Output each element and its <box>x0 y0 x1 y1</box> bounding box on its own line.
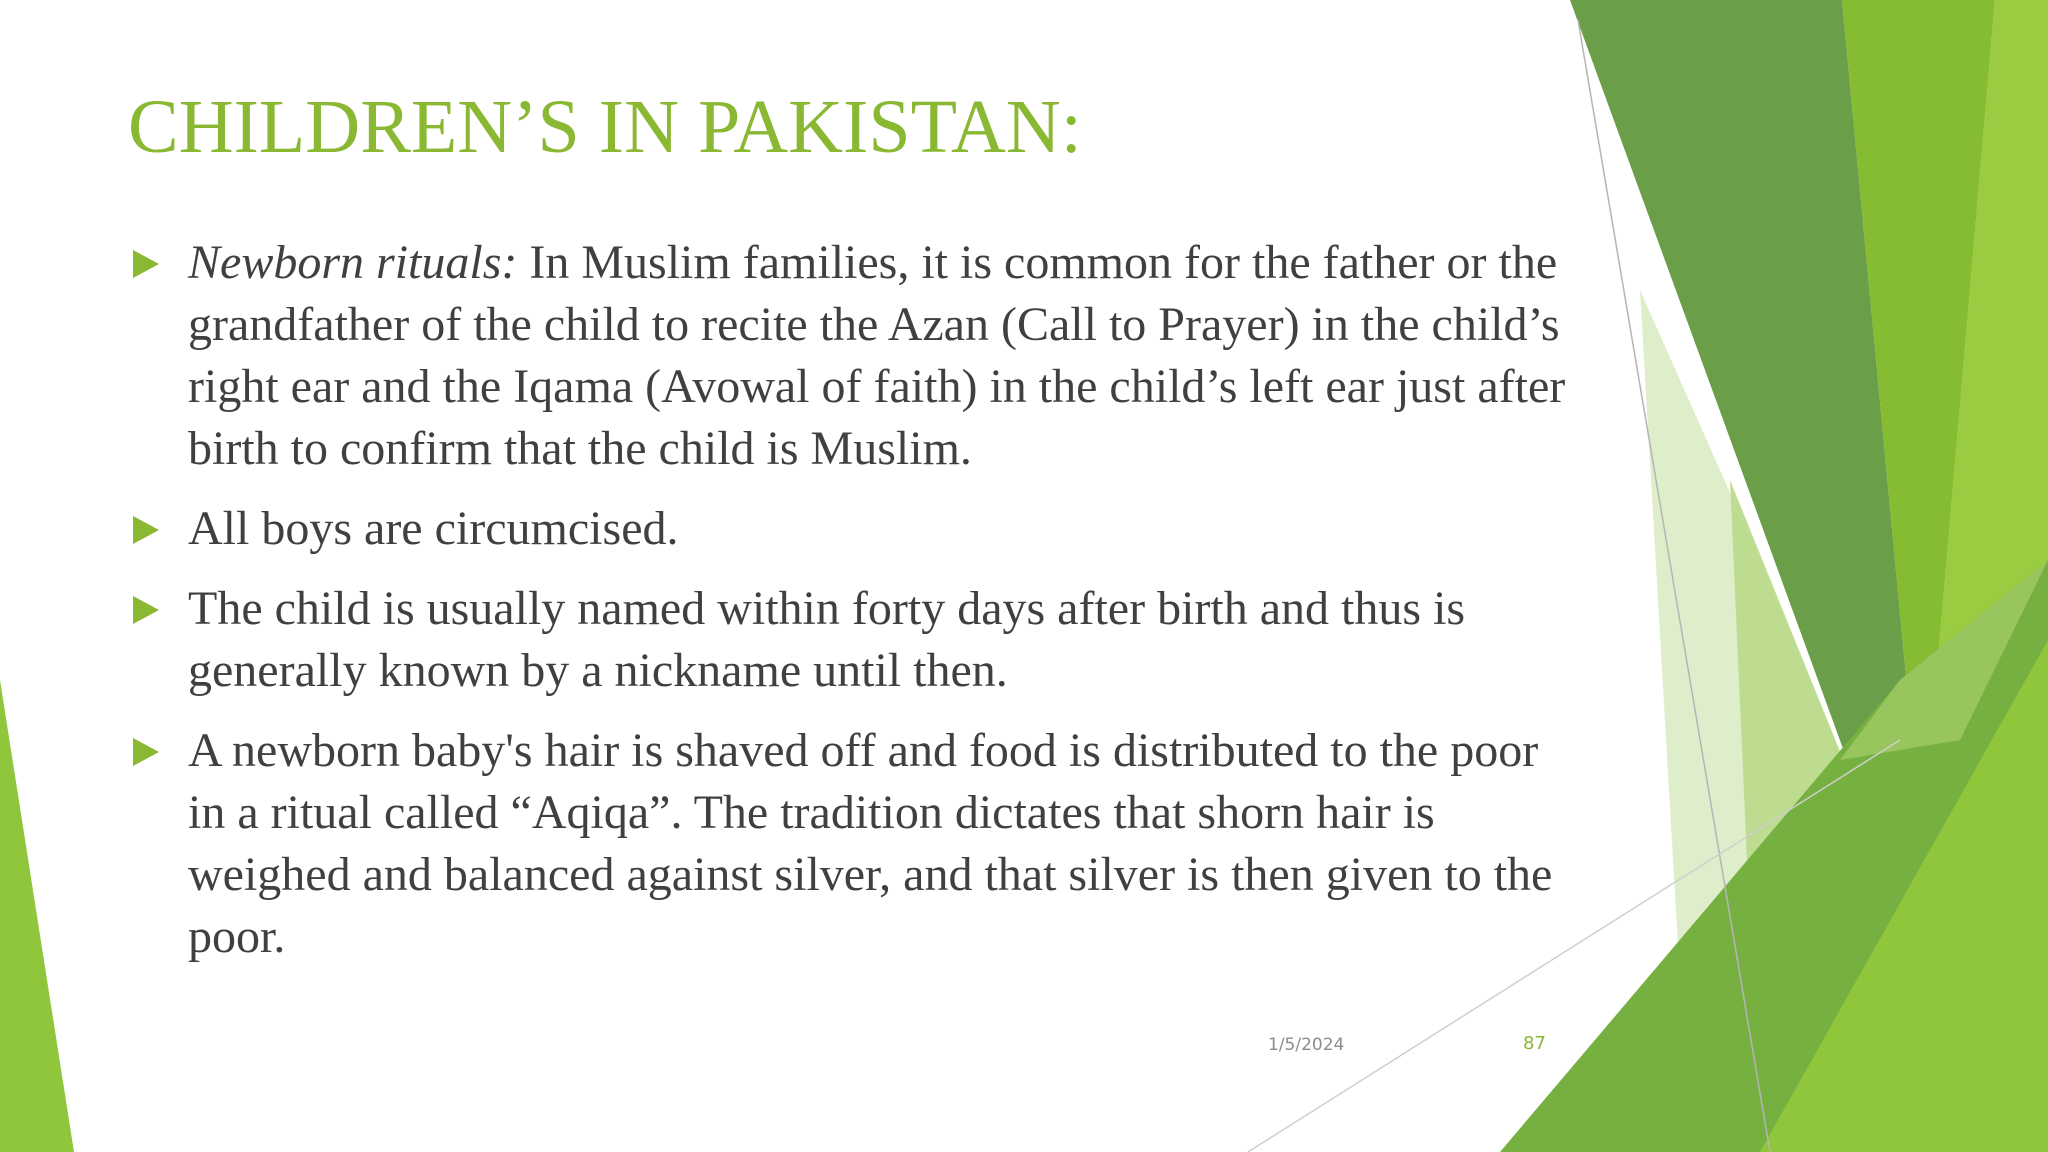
bullet-text: The child is usually named within forty days after birth and thus is generally known by a nickname until then. <box>188 582 1466 697</box>
left-green-facet <box>0 680 74 1152</box>
slide-date: 1/5/2024 <box>1268 1035 1345 1055</box>
bullet-item-newborn-rituals <box>133 232 1573 480</box>
triangle-right-icon <box>133 516 159 544</box>
bullet-text: All boys are circumcised. <box>188 502 679 555</box>
bullet-item-naming <box>133 578 1573 702</box>
slide-title: CHILDREN’S IN PAKISTAN: <box>128 85 1082 169</box>
bullet-list <box>133 232 1573 986</box>
triangle-right-icon <box>133 738 159 766</box>
triangle-right-icon <box>133 250 159 278</box>
bullet-text: A newborn baby's hair is shaved off and food is distributed to the poor in a ritual called “Aqiqa”. The tradition dictates that shorn hair is weighed and balanced against silver, and that silver is then given to the poor. <box>188 724 1553 963</box>
triangle-right-icon <box>133 596 159 624</box>
bullet-item-aqiqa <box>133 720 1573 968</box>
bullet-text: In Muslim families, it is common for the father or the grandfather of the child to recite the Azan (Call to Prayer) in the child’s right ear and the Iqama (Avowal of faith) in the child’s left ear just after birth to confirm that the child is Muslim. <box>188 236 1566 475</box>
slide-number: 87 <box>1523 1033 1546 1054</box>
bullet-item-circumcision <box>133 498 1573 560</box>
bullet-lead: Newborn rituals: <box>188 236 518 289</box>
